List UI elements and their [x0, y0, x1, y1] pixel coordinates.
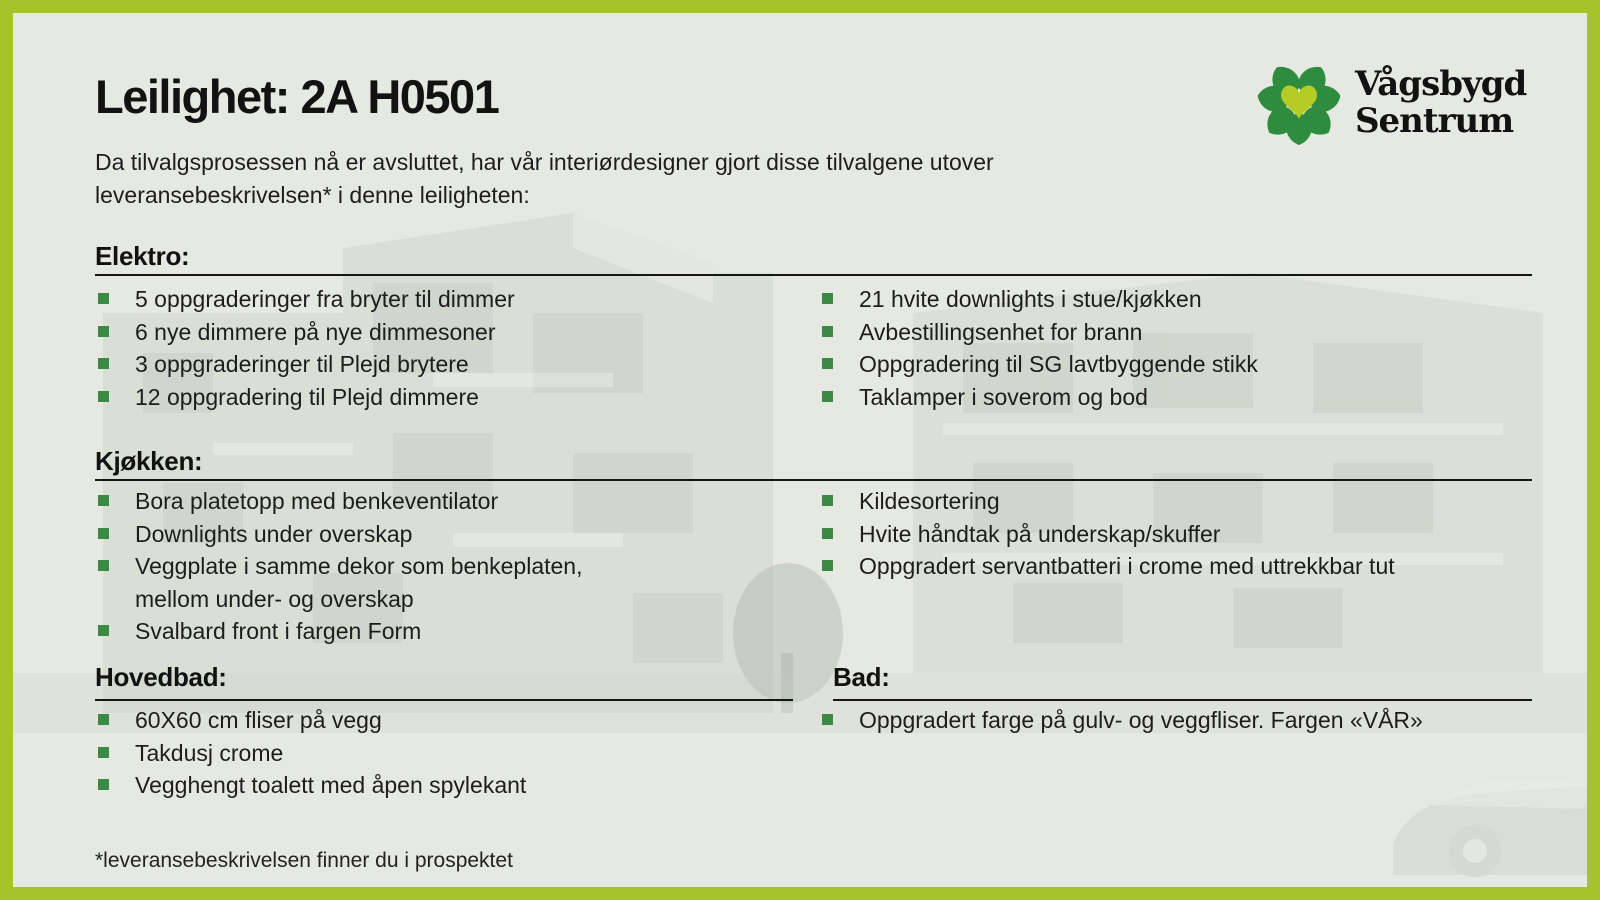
kjokken-right-list: [819, 485, 1533, 583]
list-item: 12 oppgradering til Plejd dimmere: [95, 381, 655, 414]
brand-name-line1: Vågsbygd: [1355, 64, 1527, 104]
section-heading-bad: Bad:: [833, 662, 890, 692]
elektro-right-list: [819, 283, 1533, 413]
list-item: Oppgradert farge på gulv- og veggfliser. Fargen «VÅR»: [819, 704, 1533, 737]
list-item: Veggplate i samme dekor som benkeplaten, mellom under- og overskap: [95, 550, 615, 615]
hovedbad-list: [95, 704, 755, 802]
list-item: Avbestillingsenhet for brann: [819, 316, 1533, 349]
list-item: Oppgradering til SG lavtbyggende stikk: [819, 348, 1533, 381]
list-item: 60X60 cm fliser på vegg: [95, 704, 655, 737]
section-heading-hovedbad: Hovedbad:: [95, 662, 227, 692]
elektro-left-list: [95, 283, 755, 413]
list-item: Oppgradert servantbatteri i crome med uttrekkbar tut: [819, 550, 1533, 583]
section-rule-elektro: [95, 274, 1532, 276]
section-rule-kjokken: [95, 479, 1532, 481]
list-item: 21 hvite downlights i stue/kjøkken: [819, 283, 1533, 316]
brand-logo: [1249, 53, 1526, 149]
list-item: Svalbard front i fargen Form: [95, 615, 655, 648]
section-heading-elektro: Elektro:: [95, 241, 190, 271]
list-item: 6 nye dimmere på nye dimmesoner: [95, 316, 655, 349]
intro-text: Da tilvalgsprosessen nå er avsluttet, har vår interiørdesigner gjort disse tilvalgene utover leveransebeskrivelsen* i denne leiligheten:: [95, 149, 994, 208]
brand-name: [1355, 53, 1526, 149]
list-item: Bora platetopp med benkeventilator: [95, 485, 655, 518]
bad-list: [819, 704, 1533, 737]
list-item: Vegghengt toalett med åpen spylekant: [95, 769, 655, 802]
page-title: Leilighet: 2A H0501: [95, 70, 499, 123]
list-item: Taklamper i soverom og bod: [819, 381, 1533, 414]
list-item: 3 oppgraderinger til Plejd brytere: [95, 348, 655, 381]
flower-heart-logo-icon: [1249, 53, 1349, 149]
kjokken-left-list: [95, 485, 755, 648]
brand-name-line2: Sentrum: [1355, 101, 1514, 141]
list-item: Takdusj crome: [95, 737, 655, 770]
list-item: Downlights under overskap: [95, 518, 655, 551]
list-item: Kildesortering: [819, 485, 1533, 518]
list-item: Hvite håndtak på underskap/skuffer: [819, 518, 1533, 551]
section-rule-hovedbad: [95, 699, 793, 701]
list-item: 5 oppgraderinger fra bryter til dimmer: [95, 283, 655, 316]
section-rule-bad: [833, 699, 1532, 701]
footnote: *leveransebeskrivelsen finner du i prospektet: [95, 849, 513, 872]
section-heading-kjokken: Kjøkken:: [95, 446, 203, 476]
